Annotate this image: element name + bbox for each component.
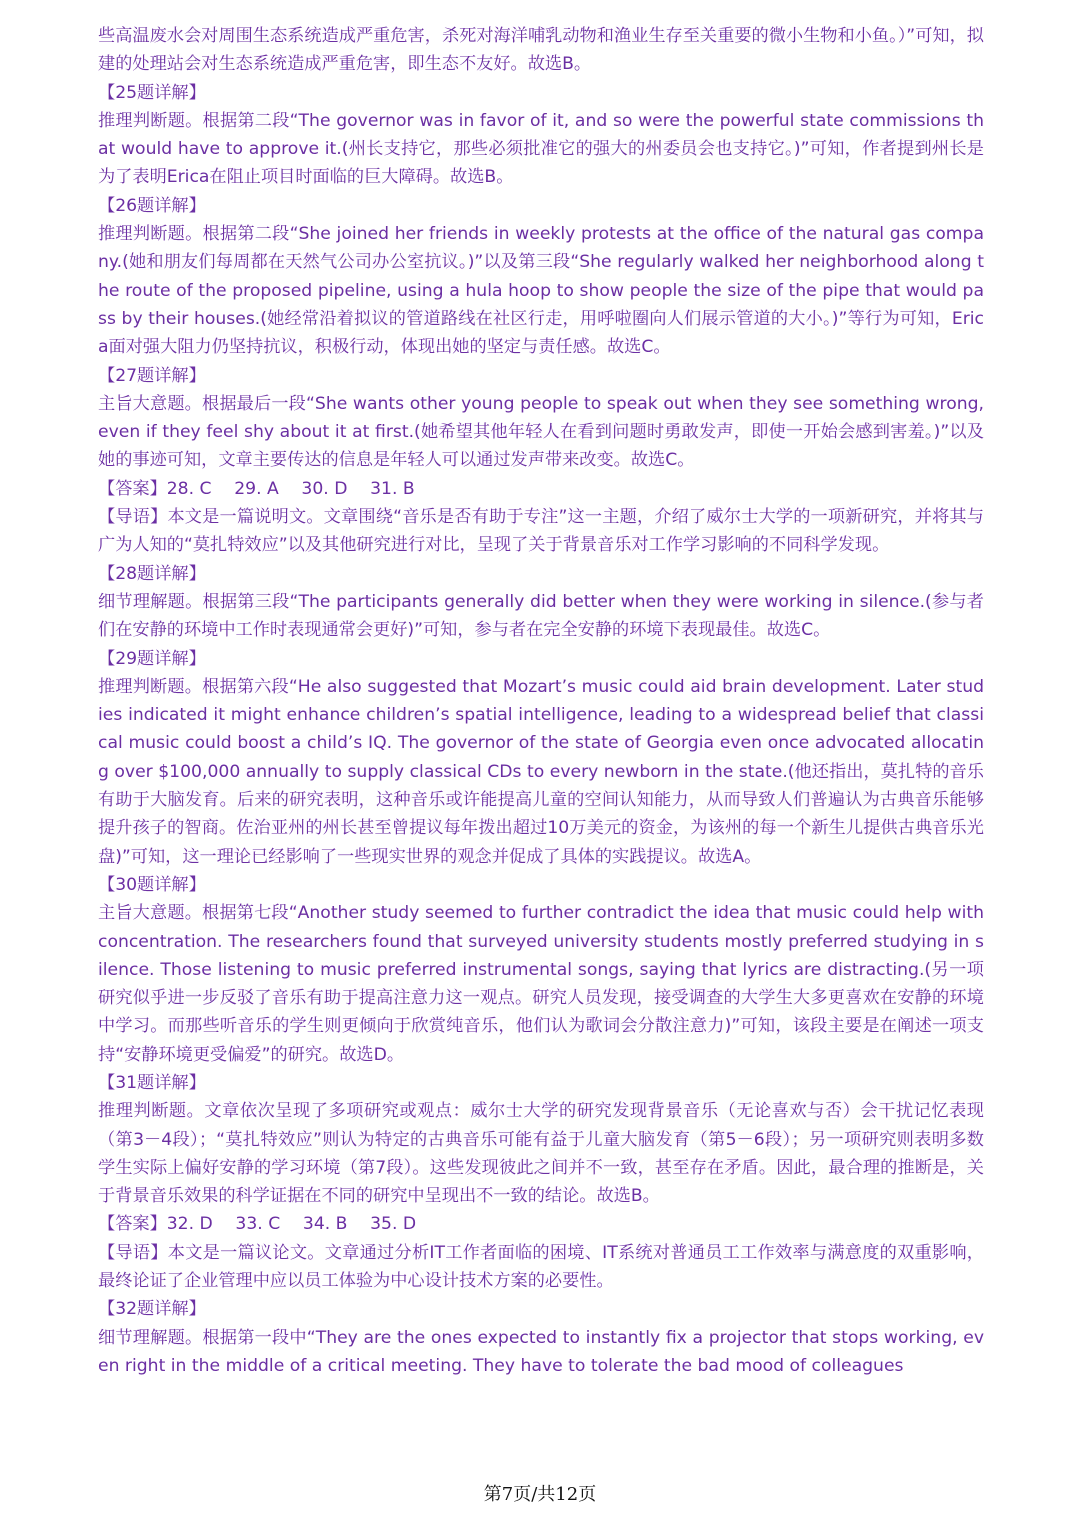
paragraph-31-explanation: 推理判断题。文章依次呈现了多项研究或观点：威尔士大学的研究发现背景音乐（无论喜欢与否）会干扰记忆表现（第3－4段）；“莫扎特效应”则认为特定的古典音乐可能有益于儿童大脑发育（第5－6段）；另一项研究则表明多数学生实际上偏好安静的学习环境（第7段）。这些发现彼此之间并不一致，甚至存在矛盾。因此，最合理的推断是，关于背景音乐效果的科学证据在不同的研究中呈现出不一致的结论。故选B。	[98, 1101, 984, 1207]
heading-25-explanation: 【25题详解】	[98, 82, 206, 103]
heading-26-explanation: 【26题详解】	[98, 195, 206, 216]
document-body	[98, 22, 984, 1380]
paragraph-29-explanation: 推理判断题。根据第六段“He also suggested that Mozart’s music could aid brain development. Later studies indicated it might enhance children’s spatial intelligence, leading to a widespread belief that classical music could boost a child’s IQ. The governor of the state of Georgia even once advocated allocating over $100,000 annually to supply classical CDs to every newborn in the state.(他还指出，莫扎特的音乐有助于大脑发育。后来的研究表明，这种音乐或许能提高儿童的空间认知能力，从而导致人们普遍认为古典音乐能够提升孩子的智商。佐治亚州的州长甚至曾提议每年拨出超过10万美元的资金，为该州的每一个新生儿提供古典音乐光盘)”可知，这一理论已经影响了一些现实世界的观念并促成了具体的实践提议。故选A。	[98, 676, 984, 867]
page-number-footer: 第7页/共12页	[483, 1484, 597, 1505]
heading-30-explanation: 【30题详解】	[98, 874, 206, 895]
paragraph-27-explanation: 主旨大意题。根据最后一段“She wants other young people to speak out when they see something wrong, even if they feel shy about it at first.(她希望其他年轻人在看到问题时勇敢发声，即使一开始会感到害羞。)”以及她的事迹可知，文章主要传达的信息是年轻人可以通过发声带来改变。故选C。	[98, 393, 984, 471]
paragraph-32-explanation: 细节理解题。根据第一段中“They are the ones expected to instantly fix a projector that stops working, even right in the middle of a critical meeting. They have to tolerate the bad mood of colleagues	[98, 1327, 984, 1376]
heading-28-explanation: 【28题详解】	[98, 563, 206, 584]
intro-passage-32-35: 【导语】本文是一篇议论文。文章通过分析IT工作者面临的困境、IT系统对普通员工工作效率与满意度的双重影响，最终论证了企业管理中应以员工体验为中心设计技术方案的必要性。	[98, 1242, 984, 1292]
heading-32-explanation: 【32题详解】	[98, 1299, 206, 1320]
paragraph-26-explanation: 推理判断题。根据第二段“She joined her friends in weekly protests at the office of the natural gas company.(她和朋友们每周都在天然气公司办公室抗议。)”以及第三段“She regularly walked her neighborhood along the route of the proposed pipeline, using a hula hoop to show people the size of the pipe that would pass by their houses.(她经常沿着拟议的管道路线在社区行走，用呼啦圈向人们展示管道的大小。)”等行为可知，Erica面对强大阻力仍坚持抗议，积极行动，体现出她的坚定与责任感。故选C。	[98, 224, 984, 358]
paragraph-28-explanation: 细节理解题。根据第三段“The participants generally did better when they were working in silence.(参与者们在安静的环境中工作时表现通常会更好)”可知，参与者在完全安静的环境下表现最佳。故选C。	[98, 591, 984, 641]
answer-key-28-31: 【答案】28. C 29. A 30. D 31. B	[98, 478, 415, 499]
paragraph-30-explanation: 主旨大意题。根据第七段“Another study seemed to further contradict the idea that music could help with concentration. The researchers found that surveyed university students mostly preferred studying in silence. Those listening to music preferred instrumental songs, saying that lyrics are distracting.(另一项研究似乎进一步反驳了音乐有助于提高注意力这一观点。研究人员发现，接受调查的大学生大多更喜欢在安静的环境中学习。而那些听音乐的学生则更倾向于欣赏纯音乐，他们认为歌词会分散注意力)”可知，该段主要是在阐述一项支持“安静环境更受偏爱”的研究。故选D。	[98, 903, 984, 1065]
heading-29-explanation: 【29题详解】	[98, 648, 206, 669]
paragraph-25-explanation: 推理判断题。根据第二段“The governor was in favor of it, and so were the powerful state commissions that would have to approve it.(州长支持它，那些必须批准它的强大的州委员会也支持它。)”可知，作者提到州长是为了表明Erica在阻止项目时面临的巨大障碍。故选B。	[98, 110, 984, 188]
answer-key-32-35: 【答案】32. D 33. C 34. B 35. D	[98, 1214, 417, 1235]
heading-27-explanation: 【27题详解】	[98, 365, 206, 386]
heading-31-explanation: 【31题详解】	[98, 1072, 206, 1093]
paragraph-24-conclusion: 些高温废水会对周围生态系统造成严重危害，杀死对海洋哺乳动物和渔业生存至关重要的微小生物和小鱼。）”可知，拟建的处理站会对生态系统造成严重危害，即生态不友好。故选B。	[98, 26, 984, 75]
intro-passage-28-31: 【导语】本文是一篇说明文。文章围绕“音乐是否有助于专注”这一主题，介绍了威尔士大学的一项新研究，并将其与广为人知的“莫扎特效应”以及其他研究进行对比，呈现了关于背景音乐对工作学习影响的不同科学发现。	[98, 507, 984, 556]
